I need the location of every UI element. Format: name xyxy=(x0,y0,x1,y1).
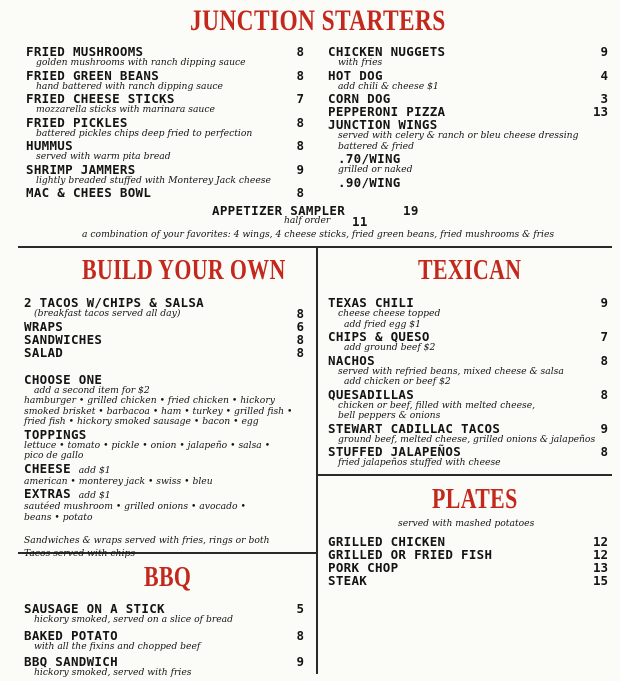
menu-item xyxy=(328,176,608,189)
menu-item xyxy=(328,574,608,587)
item-price: 7 xyxy=(296,91,304,106)
item-desc: ground beef, melted cheese, grilled onions & jalapeños xyxy=(338,433,596,445)
texican-column xyxy=(328,296,608,469)
item-price: 9 xyxy=(296,654,304,669)
item-desc: add a second item for $2 xyxy=(34,384,150,396)
extras-addon: add $1 xyxy=(78,490,111,501)
item-price: 3 xyxy=(600,91,608,106)
item-name: HUMMUS xyxy=(26,138,73,153)
item-price: 8 xyxy=(296,331,304,347)
sampler-half-label: half order xyxy=(284,215,331,226)
item-name: TOPPINGS xyxy=(24,426,87,442)
menu-item xyxy=(328,118,608,152)
menu-item xyxy=(328,152,608,176)
item-name: SALAD xyxy=(24,344,64,360)
item-name: STEAK xyxy=(328,573,368,588)
menu-item xyxy=(328,296,608,330)
build-your-own-title: BUILD YOUR OWN xyxy=(82,255,286,286)
item-desc: with fries xyxy=(338,57,383,68)
menu-item xyxy=(328,45,608,69)
item-price: 8 xyxy=(296,306,304,321)
item-price: 4 xyxy=(600,67,608,83)
item-name: MAC & CHEES BOWL xyxy=(26,185,152,200)
junction-starters-title: JUNCTION STARTERS xyxy=(190,4,446,37)
item-desc: pico de gallo xyxy=(24,450,84,461)
item-desc: with all the fixins and chopped beef xyxy=(34,640,201,652)
menu-item xyxy=(26,45,304,69)
item-desc: add ground beef $2 xyxy=(344,342,436,353)
item-price: 8 xyxy=(600,352,608,368)
item-price: 8 xyxy=(296,185,304,200)
item-price: 8 xyxy=(600,386,608,402)
sampler-half-price: 11 xyxy=(352,214,368,229)
menu-item xyxy=(328,422,608,446)
item-desc: fried fish • hickory smoked sausage • bacon • egg xyxy=(24,416,259,427)
item-desc: fried jalapeños stuffed with cheese xyxy=(338,457,501,468)
item-desc: hickory smoked, served on a slice of bread xyxy=(34,614,234,625)
item-name: .70/WING xyxy=(338,151,401,166)
item-name: QUESADILLAS xyxy=(328,386,415,402)
item-name xyxy=(24,487,304,502)
cheese-addon: add $1 xyxy=(78,464,111,476)
item-name: GRILLED OR FRIED FISH xyxy=(328,547,493,562)
item-desc: add chili & cheese $1 xyxy=(338,80,439,92)
item-price: 9 xyxy=(600,295,608,310)
item-name xyxy=(24,462,304,477)
bbq-column xyxy=(24,602,304,679)
sampler-price: 19 xyxy=(403,203,419,218)
byo-note: Sandwiches & wraps served with fries, rings or both xyxy=(24,535,270,546)
menu-item xyxy=(328,561,608,574)
item-name: GRILLED CHICKEN xyxy=(328,534,446,549)
item-name: PORK CHOP xyxy=(328,560,399,575)
item-desc: add fried egg $1 xyxy=(344,318,421,330)
item-desc: lettuce • tomato • pickle • onion • jalapeño • salsa • xyxy=(24,439,271,451)
item-name: SHRIMP JAMMERS xyxy=(26,161,136,177)
menu-item xyxy=(26,116,304,140)
item-name: PEPPERONI PIZZA xyxy=(328,104,446,119)
item-desc: served with warm pita bread xyxy=(36,151,171,162)
item-price: 13 xyxy=(592,104,608,119)
item-price: 12 xyxy=(592,547,608,562)
item-name: FRIED GREEN BEANS xyxy=(26,67,160,83)
item-desc: cheese cheese topped xyxy=(338,308,441,319)
item-price: 5 xyxy=(296,601,304,616)
item-desc: chicken or beef, filled with melted cheese, xyxy=(338,399,536,411)
item-price: 8 xyxy=(296,627,304,643)
starters-right xyxy=(328,45,608,189)
item-desc: lightly breaded stuffed with Monterey Jack cheese xyxy=(36,174,271,186)
menu-item xyxy=(24,655,304,679)
item-desc: served with celery & ranch or bleu cheese dressing xyxy=(338,130,579,141)
item-desc: mozzarella sticks with marinara sauce xyxy=(36,104,215,115)
extras xyxy=(24,487,304,523)
toppings xyxy=(24,428,304,462)
item-name: FRIED MUSHROOMS xyxy=(26,44,144,59)
item-name: SAUSAGE ON A STICK xyxy=(24,601,165,616)
item-price: 8 xyxy=(600,444,608,459)
item-price: 13 xyxy=(592,560,608,575)
item-price: 8 xyxy=(296,114,304,130)
item-desc: battered & fried xyxy=(338,140,414,152)
item-name: WRAPS xyxy=(24,318,64,334)
item-desc: grilled or naked xyxy=(338,164,413,175)
item-desc: bell peppers & onions xyxy=(338,410,441,421)
item-name: SANDWICHES xyxy=(24,331,103,347)
choose-one xyxy=(24,373,304,428)
item-price: 15 xyxy=(592,573,608,588)
byo-note: Tacos served with chips xyxy=(24,548,136,559)
bbq-title: BBQ xyxy=(144,562,192,593)
item-desc: smoked brisket • barbacoa • ham • turkey • grilled fish • xyxy=(24,405,293,417)
item-desc: served with refried beans, mixed cheese & salsa xyxy=(338,365,564,377)
menu-item xyxy=(26,69,304,93)
item-name: TEXAS CHILI xyxy=(328,295,415,310)
item-name: CHIPS & QUESO xyxy=(328,329,430,344)
item-price: 8 xyxy=(296,138,304,153)
byo-column xyxy=(24,296,304,560)
menu-item xyxy=(328,388,608,422)
item-desc: add chicken or beef $2 xyxy=(344,376,451,387)
item-price: 9 xyxy=(600,420,608,436)
plates-column xyxy=(328,535,608,587)
divider-texican-plates xyxy=(316,474,612,476)
menu-item xyxy=(26,163,304,187)
item-price: 12 xyxy=(592,534,608,549)
item-desc: hamburger • grilled chicken • fried chicken • hickory xyxy=(24,395,275,406)
menu-item xyxy=(328,69,608,93)
item-price: 8 xyxy=(296,44,304,59)
item-name: CHOOSE ONE xyxy=(24,371,103,387)
menu-item xyxy=(24,320,304,333)
item-desc: sautéed mushroom • grilled onions • avocado • xyxy=(24,501,246,512)
item-price: 7 xyxy=(600,329,608,344)
item-price: 8 xyxy=(296,67,304,83)
menu-item xyxy=(24,602,304,626)
item-name: NACHOS xyxy=(328,352,375,368)
item-price: 9 xyxy=(296,161,304,177)
menu-item xyxy=(24,346,304,359)
texican-title: TEXICAN xyxy=(418,255,522,286)
item-name: BBQ SANDWICH xyxy=(24,654,118,669)
item-name: STEWART CADILLAC TACOS xyxy=(328,420,501,436)
divider-vertical xyxy=(316,246,318,674)
item-name: .90/WING xyxy=(338,174,401,190)
menu-item xyxy=(24,333,304,346)
menu-item xyxy=(26,186,304,199)
item-name: STUFFED JALAPEÑOS xyxy=(328,444,462,459)
menu-item xyxy=(328,445,608,469)
item-name: CORN DOG xyxy=(328,91,391,106)
extras-label: EXTRAS xyxy=(24,486,71,501)
menu-item xyxy=(26,139,304,163)
item-desc: battered pickles chips deep fried to perfection xyxy=(36,127,253,139)
plates-title: PLATES xyxy=(432,484,518,515)
item-desc: golden mushrooms with ranch dipping sauce xyxy=(36,57,246,68)
cheese-label: CHEESE xyxy=(24,460,71,476)
item-desc: beans • potato xyxy=(24,511,93,523)
menu-item xyxy=(328,330,608,354)
item-name: 2 TACOS W/CHIPS & SALSA xyxy=(24,295,204,310)
menu-item xyxy=(24,296,304,320)
sampler-name: APPETIZER SAMPLER xyxy=(212,203,346,218)
item-price: 8 xyxy=(296,344,304,360)
starters-left xyxy=(26,45,304,199)
plates-subtitle: served with mashed potatoes xyxy=(398,518,535,529)
item-desc: hand battered with ranch dipping sauce xyxy=(36,80,223,92)
item-price: 6 xyxy=(296,318,304,334)
item-desc: american • monterey jack • swiss • bleu xyxy=(24,475,213,487)
item-name: JUNCTION WINGS xyxy=(328,117,438,132)
item-name: HOT DOG xyxy=(328,67,383,83)
sampler-desc: a combination of your favorites: 4 wings, 4 cheese sticks, fried green beans, fried mushrooms & fries xyxy=(82,229,555,240)
menu-item xyxy=(24,629,304,653)
item-desc: hickory smoked, served with fries xyxy=(34,667,192,678)
item-name: CHICKEN NUGGETS xyxy=(328,44,446,59)
menu-item xyxy=(328,354,608,388)
divider-starters xyxy=(18,246,612,248)
cheese xyxy=(24,462,304,488)
item-name: FRIED PICKLES xyxy=(26,114,128,130)
item-name: FRIED CHEESE STICKS xyxy=(26,91,175,106)
item-price: 9 xyxy=(600,44,608,59)
item-name: BAKED POTATO xyxy=(24,627,118,643)
menu-item xyxy=(26,92,304,116)
item-desc: (breakfast tacos served all day) xyxy=(34,308,181,319)
